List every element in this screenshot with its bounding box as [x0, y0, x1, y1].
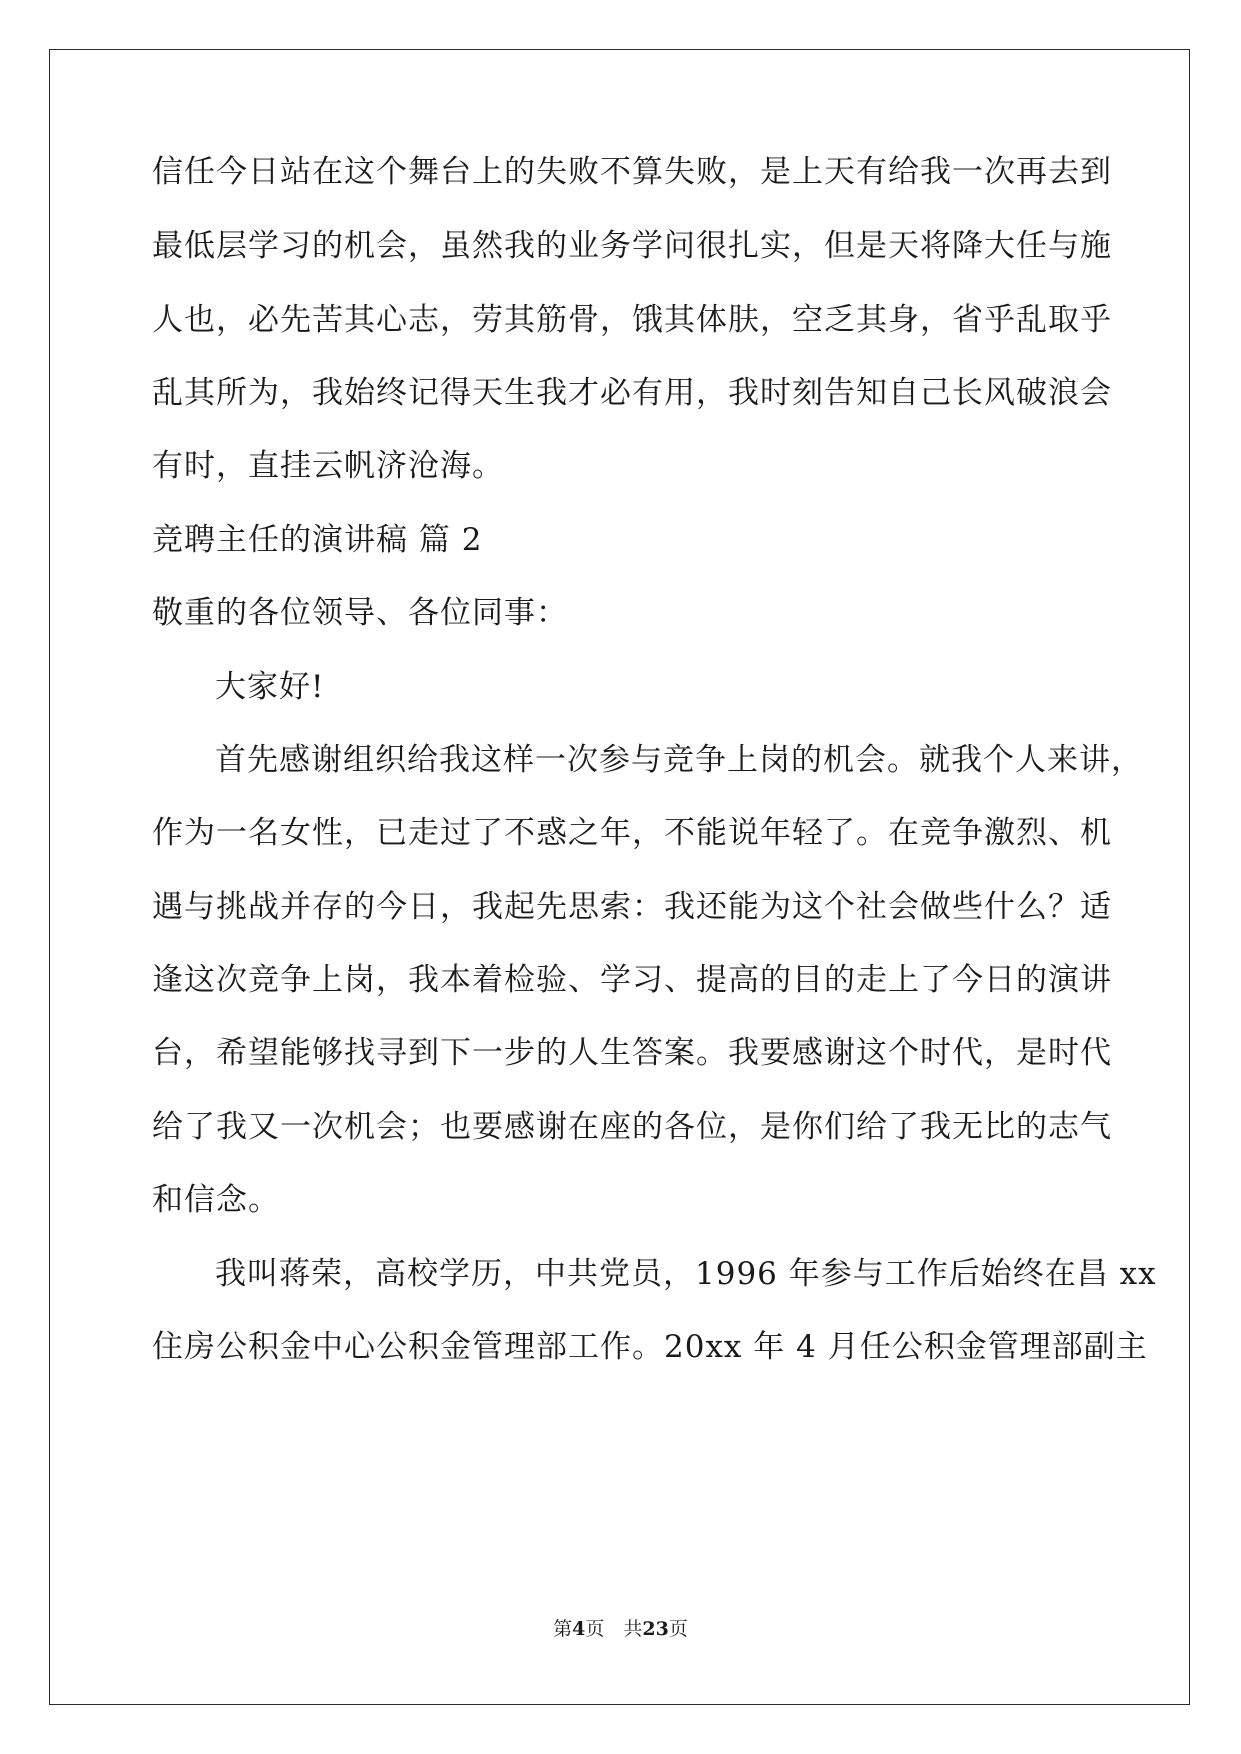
footer-middle: 页 共	[585, 1618, 643, 1640]
body-line-4: 乱其所为，我始终记得天生我才必有用，我时刻告知自己长风破浪会	[152, 375, 1112, 411]
body-line-10: 作为一名女性，已走过了不惑之年，不能说年轻了。在竞争激烈、机	[152, 815, 1112, 851]
body-line-17: 住房公积金中心公积金管理部工作。20xx 年 4 月任公积金管理部副主	[152, 1329, 1148, 1365]
body-line-11: 遇与挑战并存的今日，我起先思索：我还能为这个社会做些什么？适	[152, 889, 1112, 925]
body-line-2: 最低层学习的机会，虽然我的业务学问很扎实，但是天将降大任与施	[152, 228, 1112, 264]
section-heading: 竞聘主任的演讲稿 篇 2	[152, 522, 483, 558]
greeting: 大家好!	[215, 669, 325, 705]
body-line-9: 首先感谢组织给我这样一次参与竞争上岗的机会。就我个人来讲，	[215, 742, 1143, 778]
page-footer	[0, 1617, 1241, 1641]
footer-suffix: 页	[668, 1618, 688, 1640]
body-line-13: 台，希望能够找寻到下一步的人生答案。我要感谢这个时代，是时代	[152, 1035, 1112, 1071]
current-page-number: 4	[572, 1618, 586, 1640]
body-line-12: 逢这次竞争上岗，我本着检验、学习、提高的目的走上了今日的演讲	[152, 962, 1112, 998]
body-line-3: 人也，必先苦其心志，劳其筋骨，饿其体肤，空乏其身，省乎乱取乎	[152, 302, 1112, 338]
body-line-15: 和信念。	[152, 1182, 280, 1218]
total-pages-number: 23	[642, 1618, 669, 1640]
salutation: 敬重的各位领导、各位同事：	[152, 595, 568, 631]
body-line-16: 我叫蒋荣，高校学历，中共党员，1996 年参与工作后始终在昌 xx	[215, 1256, 1157, 1292]
body-line-5: 有时，直挂云帆济沧海。	[152, 448, 504, 484]
footer-prefix: 第	[553, 1618, 573, 1640]
body-line-14: 给了我又一次机会；也要感谢在座的各位，是你们给了我无比的志气	[152, 1109, 1112, 1145]
body-line-1: 信任今日站在这个舞台上的失败不算失败，是上天有给我一次再去到	[152, 154, 1112, 190]
page-border	[49, 49, 1190, 1705]
